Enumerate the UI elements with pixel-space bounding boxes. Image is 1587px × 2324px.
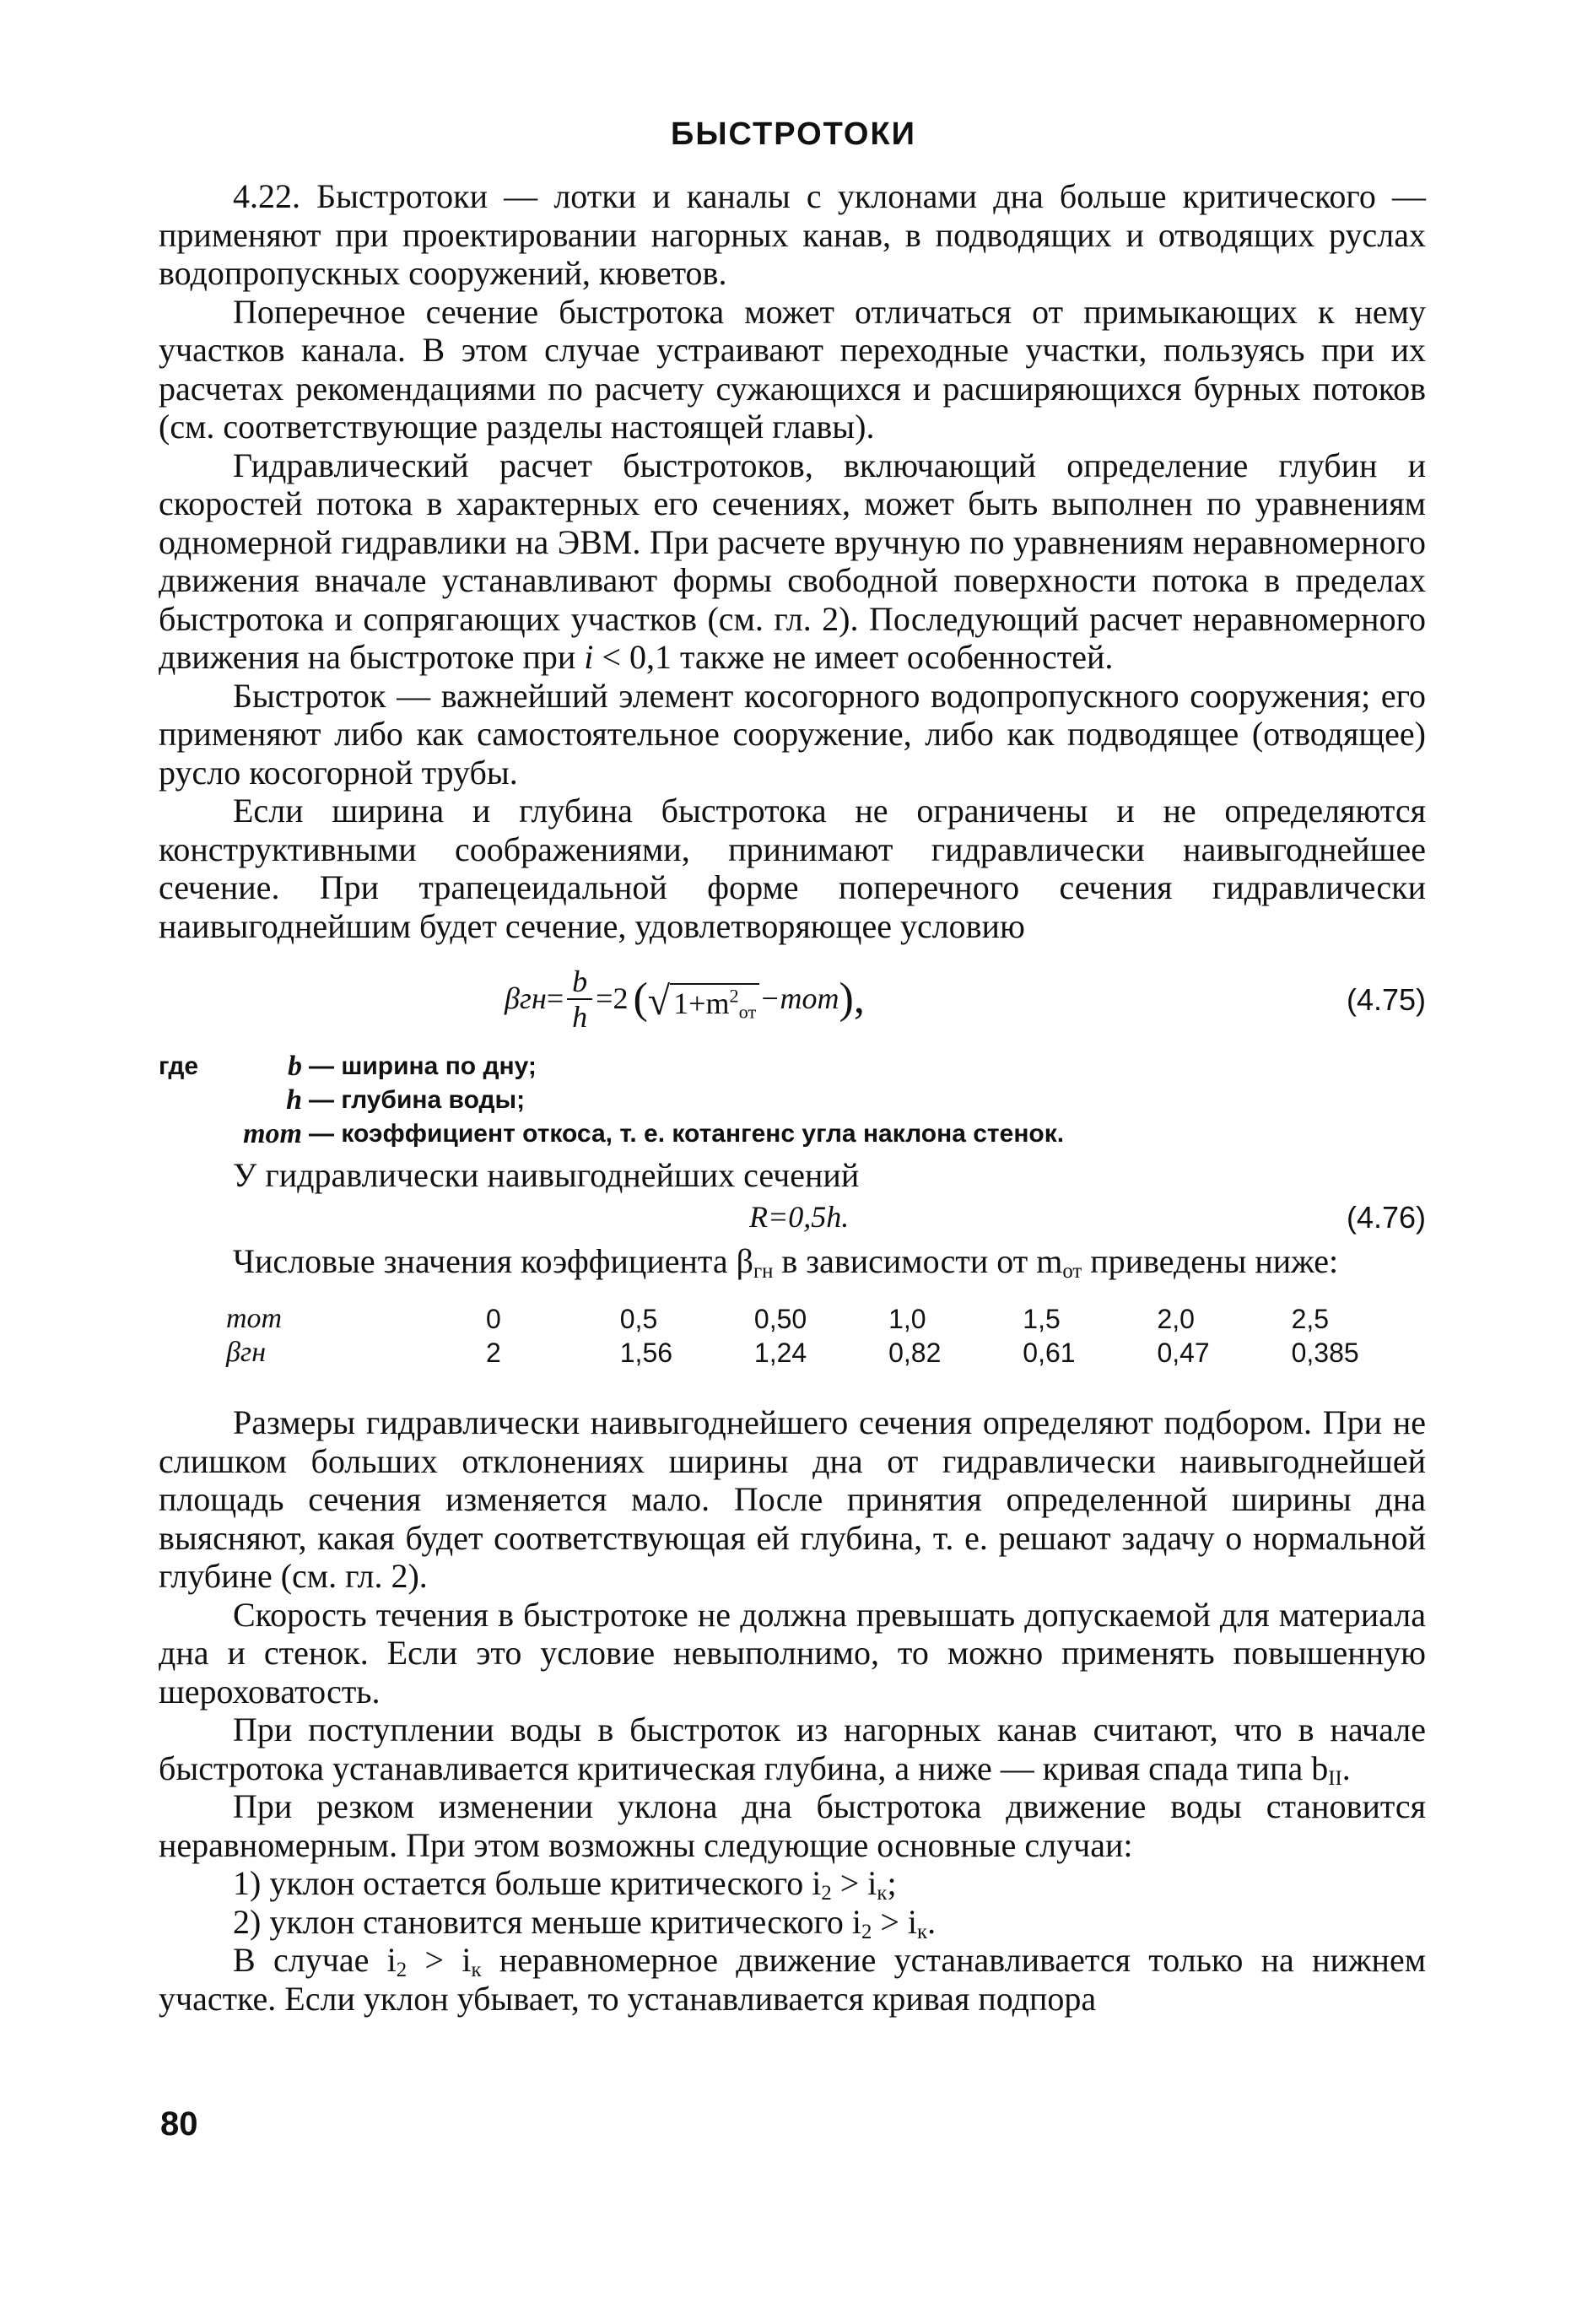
equation-4-75 bbox=[159, 949, 1426, 1050]
table-cell: 0,47 bbox=[1157, 1338, 1210, 1368]
eq1-fraction bbox=[567, 965, 592, 1034]
p3-var-i: i bbox=[584, 638, 594, 676]
paragraph-4-22: 4.22. Быстротоки — лотки и каналы с уклонами дна больше критического — применяют при проектировании нагорных канав, в подводящих и отводящих руслах водопропускных сооружений, кюветов. bbox=[159, 177, 1426, 292]
case-1: 1) уклон остается больше критического $i_2 > i_к$; bbox=[233, 1864, 897, 1905]
table-cell: 0 bbox=[485, 1304, 501, 1334]
eq1-denominator: h bbox=[572, 1000, 588, 1034]
definition-symbol: mот bbox=[243, 1118, 302, 1149]
where-word: где bbox=[159, 1052, 199, 1080]
row-label: mот bbox=[226, 1303, 283, 1334]
paragraph-hydraulic-calc bbox=[159, 446, 1426, 677]
paragraph-inflow: При поступлении воды в быстроток из нагорных канав считают, что в начале быстротока устанавливается критическая глубина, а ниже — кривая спада типа $b_{II}$. bbox=[159, 1711, 1426, 1790]
paragraph-optimal-sections-intro: У гидравлически наивыгоднейших сечений bbox=[233, 1156, 860, 1194]
coefficient-table bbox=[226, 1302, 1426, 1370]
definition-symbol: b bbox=[288, 1051, 302, 1082]
definition-text: — коэффициент откоса, т. е. котангенс угла наклона стенок. bbox=[309, 1120, 1065, 1148]
table-cell: 0,50 bbox=[753, 1304, 807, 1334]
table-cell: 2,0 bbox=[1157, 1304, 1195, 1334]
definition-symbol: h bbox=[286, 1084, 302, 1116]
table-cell: 2,5 bbox=[1291, 1304, 1330, 1334]
row-label: βгн bbox=[226, 1337, 267, 1368]
equation-number-4-76: (4.76) bbox=[1346, 1199, 1426, 1235]
equation-4-75-body: βгн = $\frac{b}{h}$ =2 ( √ $1+m^2_{от}$ −mот ), bbox=[505, 965, 865, 1034]
case-2: 2) уклон становится меньше критического $i_2 > i_к$. bbox=[233, 1902, 937, 1943]
eq1-sqrt: √ $1+m^2_{от}$ bbox=[648, 976, 759, 1022]
table-cell: 1,0 bbox=[888, 1304, 926, 1334]
p3-text-a: Гидравлический расчет быстротоков, включающий определение глубин и скоростей потока в характерных его сечениях, может быть выполнен по уравнениям одномерной гидравлики на ЭВМ. При расчете вручную по уравнениям неравномерного движения вначале устанавливают формы свободной поверхности потока в пределах быстротока и сопрягающих участков (см. гл. 2). Последующий расчет неравномерного движения на быстротоке при bbox=[159, 446, 1426, 676]
body-text bbox=[159, 177, 1426, 2018]
p3-text-b: < 0,1 также не имеет особенностей. bbox=[593, 638, 1114, 676]
equation-4-76-body: R=0,5h. bbox=[749, 1199, 850, 1234]
equation-number-4-75: (4.75) bbox=[1346, 982, 1426, 1017]
definition-row bbox=[159, 1084, 1426, 1117]
paragraph-optimal-section: Если ширина и глубина быстротока не ограничены и не определяются конструктивными соображениями, принимают гидравлически наивыгоднейшее сечение. При трапецеидальной форме поперечного сечения гидравлически наивыгоднейшим будет сечение, удовлетворяющее условию bbox=[159, 792, 1426, 945]
eq1-mid: =2 bbox=[596, 981, 629, 1016]
table-cell: 1,5 bbox=[1023, 1304, 1061, 1334]
paragraph-velocity: Скорость течения в быстротоке не должна превышать допускаемой для материала дна и стенок. Если это условие невыполнимо, то можно применять повышенную шероховатость. bbox=[159, 1595, 1426, 1711]
paragraph-slope-change: При резком изменении уклона дна быстротока движение воды становится неравномерным. При этом возможны следующие основные случаи: bbox=[159, 1787, 1426, 1864]
table-cell: 1,56 bbox=[619, 1338, 673, 1368]
table-cell: 0,82 bbox=[888, 1338, 942, 1368]
definition-row bbox=[159, 1117, 1426, 1151]
table-row bbox=[226, 1302, 1426, 1336]
table-cell: 0,5 bbox=[619, 1304, 658, 1334]
eq1-lhs: βгн bbox=[505, 981, 547, 1016]
eq1-numerator: b bbox=[567, 965, 592, 1000]
table-cell: 2 bbox=[485, 1338, 501, 1368]
paragraph-important-element: Быстроток — важнейший элемент косогорного водопропускного сооружения; его применяют либо как самостоятельное сооружение, либо как подводящее (отводящее) русло косогорной трубы. bbox=[159, 676, 1426, 792]
table-row bbox=[226, 1336, 1426, 1370]
eq1-radicand: $1+m^2_{от}$ bbox=[670, 983, 759, 1022]
paragraph-case-analysis: В случае $i_2 > i_к$ неравномерное движение устанавливается только на нижнем участке. Если уклон убывает, то устанавливается кривая подпора bbox=[159, 1941, 1427, 2018]
table-cell: 1,24 bbox=[753, 1338, 807, 1368]
eq1-tail: −mот bbox=[759, 981, 839, 1016]
equation-4-76 bbox=[159, 1195, 1426, 1242]
paragraph-cross-section: Поперечное сечение быстротока может отличаться от примыкающих к нему участков канала. В этом случае устраивают переходные участки, пользуясь при их расчетах рекомендациями по расчету сужающихся и расширяющихся бурных потоков (см. соответствующие разделы настоящей главы). bbox=[159, 292, 1426, 446]
paragraph-coefficient-values: Числовые значения коэффициента $\beta_{гн}$ в зависимости от $m_{от}$ приведены ниже: bbox=[233, 1241, 1339, 1283]
paragraph-selection: Размеры гидравлически наивыгоднейшего сечения определяют подбором. При не слишком больших отклонениях ширины дна от гидравлически наивыгоднейшей площадь сечения изменяется мало. После принятия определенной ширины дна выясняют, какая будет соответствующая ей глубина, т. е. решают задачу о нормальной глубине (см. гл. 2). bbox=[159, 1403, 1426, 1595]
definition-text: — ширина по дну; bbox=[309, 1052, 537, 1080]
section-heading: БЫСТРОТОКИ bbox=[671, 116, 916, 152]
table-cell: 0,385 bbox=[1291, 1338, 1359, 1368]
page-number: 80 bbox=[160, 2105, 198, 2143]
variable-definitions bbox=[159, 1050, 1426, 1151]
definition-text: — глубина воды; bbox=[309, 1086, 526, 1114]
table-cell: 0,61 bbox=[1023, 1338, 1076, 1368]
definition-row bbox=[159, 1050, 1426, 1084]
